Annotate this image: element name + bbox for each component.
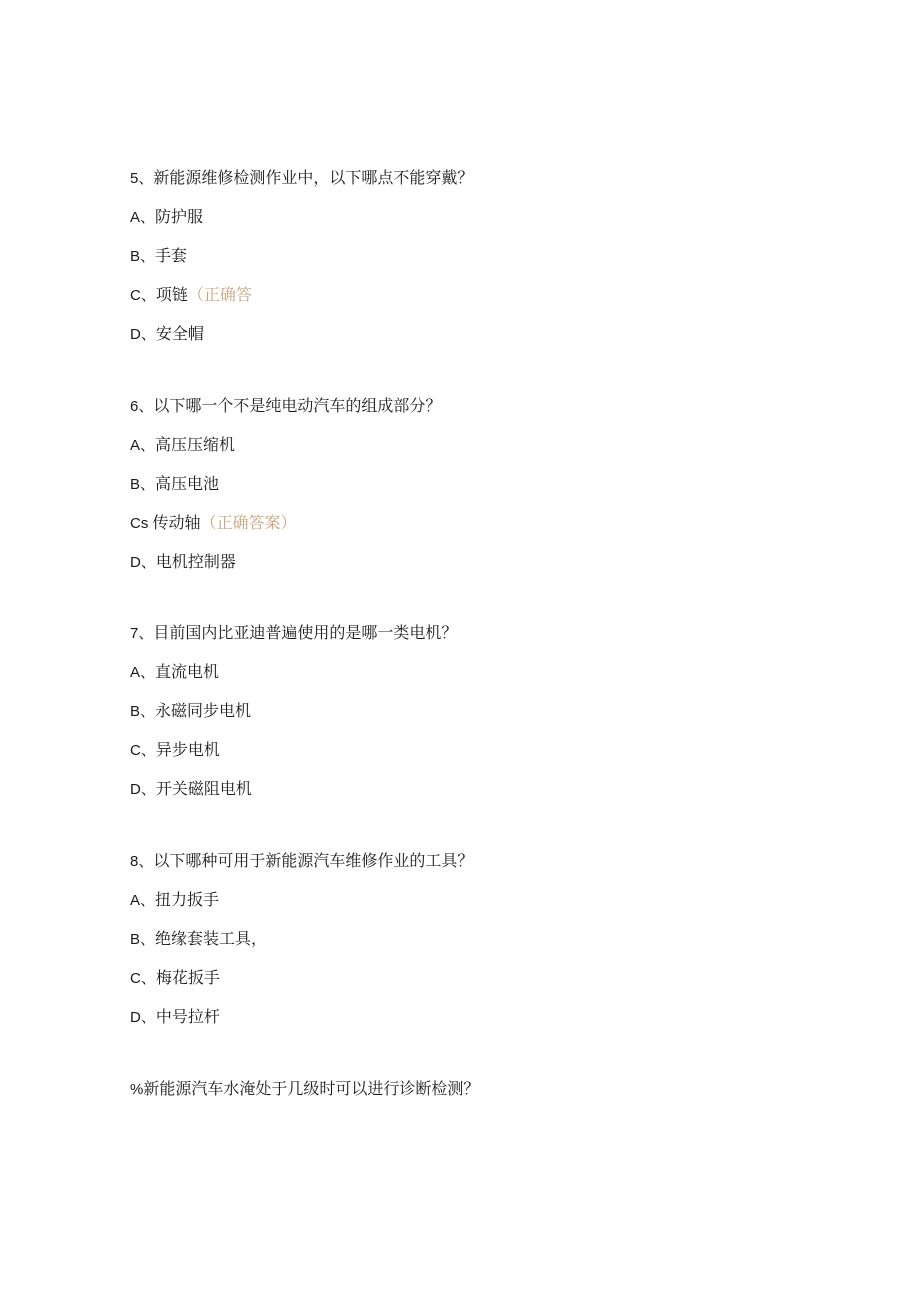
question-number: 7、: [130, 625, 154, 642]
option-letter: C、: [130, 742, 156, 759]
q5-option-d: [130, 324, 204, 345]
option-text: 异步电机: [155, 740, 220, 759]
question-9: [130, 1079, 479, 1100]
q8-option-b: [130, 929, 267, 950]
option-text: 高压压缩机: [155, 435, 236, 454]
option-text: 电机控制器: [155, 552, 236, 571]
option-text: 手套: [155, 246, 188, 265]
q8-option-a: [130, 890, 219, 911]
question-6: [130, 396, 441, 417]
question-5: [130, 168, 473, 189]
q7-option-b: [130, 701, 251, 722]
option-text: 绝缘套装工具，: [155, 929, 268, 948]
option-letter: B、: [130, 476, 156, 493]
option-letter: A、: [130, 209, 156, 226]
option-text: 防护服: [155, 207, 204, 226]
option-letter: Cs: [130, 515, 153, 532]
correct-answer-note: （正确答: [187, 285, 252, 304]
correct-answer-note: （正确答案）: [200, 513, 297, 532]
q7-option-a: [130, 662, 219, 683]
option-letter: D、: [130, 554, 156, 571]
question-number: 8、: [130, 853, 154, 870]
option-letter: C、: [130, 287, 156, 304]
question-text: 目前国内比亚迪普遍使用的是哪一类电机？: [153, 623, 458, 642]
q6-option-d: [130, 552, 236, 573]
q6-option-a: [130, 435, 235, 456]
question-number: 6、: [130, 398, 154, 415]
q5-option-b: [130, 246, 187, 267]
q8-option-d: [130, 1007, 220, 1028]
option-text: 传动轴: [152, 513, 201, 532]
option-letter: C、: [130, 970, 156, 987]
option-letter: A、: [130, 664, 156, 681]
option-letter: A、: [130, 892, 156, 909]
option-letter: B、: [130, 931, 156, 948]
option-letter: D、: [130, 781, 156, 798]
question-text: 以下哪种可用于新能源汽车维修作业的工具？: [153, 851, 474, 870]
option-letter: D、: [130, 326, 156, 343]
q7-option-c: [130, 740, 220, 761]
q7-option-d: [130, 779, 252, 800]
option-text: 开关磁阻电机: [155, 779, 252, 798]
option-text: 安全帽: [155, 324, 204, 343]
option-letter: D、: [130, 1009, 156, 1026]
q6-option-c: [130, 513, 297, 534]
option-letter: A、: [130, 437, 156, 454]
question-8: [130, 851, 473, 872]
option-text: 扭力扳手: [155, 890, 220, 909]
question-number: 5、: [130, 170, 154, 187]
question-text: 新能源汽车水淹处于几级时可以进行诊断检测？: [143, 1079, 480, 1098]
option-text: 梅花扳手: [155, 968, 220, 987]
option-letter: B、: [130, 248, 156, 265]
option-text: 直流电机: [155, 662, 220, 681]
option-text: 高压电池: [155, 474, 220, 493]
question-text: 以下哪一个不是纯电动汽车的组成部分？: [153, 396, 442, 415]
q6-option-b: [130, 474, 219, 495]
q5-option-a: [130, 207, 203, 228]
option-letter: B、: [130, 703, 156, 720]
question-7: [130, 623, 457, 644]
q5-option-c: [130, 285, 252, 306]
q8-option-c: [130, 968, 220, 989]
question-text: 新能源维修检测作业中，以下哪点不能穿戴？: [153, 168, 474, 187]
option-text: 中号拉杆: [155, 1007, 220, 1026]
question-number: %: [130, 1081, 144, 1098]
option-text: 项链: [155, 285, 188, 304]
option-text: 永磁同步电机: [155, 701, 252, 720]
